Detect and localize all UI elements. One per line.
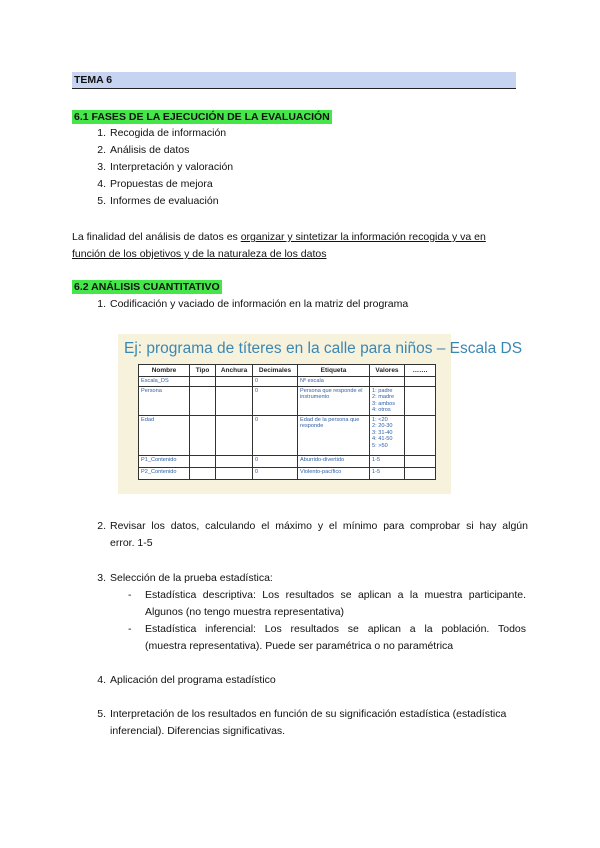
table-cell: 1: padre 2: madre 3: ambos 4: otros xyxy=(370,386,405,415)
table-row xyxy=(139,467,436,479)
list-number: 3. xyxy=(97,572,106,584)
column-header: Valores xyxy=(370,365,405,377)
list-number: 2. xyxy=(97,520,106,532)
list-text: Análisis de datos xyxy=(110,144,190,156)
bullet-dash: - xyxy=(128,623,132,635)
step-text: Aplicación del programa estadístico xyxy=(110,674,276,686)
bullet-text: (muestra representativa). Puede ser paramétrica o no paramétrica xyxy=(145,640,454,652)
list-number: 5. xyxy=(97,195,106,207)
step-text: Interpretación de los resultados en función de su significación estadística (estadística xyxy=(110,708,507,720)
list-text: Codificación y vaciado de información en la matriz del programa xyxy=(110,298,409,310)
table-cell: 0 xyxy=(253,386,298,415)
list-number: 1. xyxy=(97,298,106,310)
column-header: ……. xyxy=(405,365,436,377)
bullet-dash: - xyxy=(128,589,132,601)
table-cell xyxy=(216,455,253,467)
list-text: Propuestas de mejora xyxy=(110,178,213,190)
list-number: 3. xyxy=(97,161,106,173)
bullet-text: Estadística descriptiva: Los resultados se aplican a la muestra participante. xyxy=(145,589,526,601)
paragraph-underlined: organizar y sintetizar la información recogida y va en xyxy=(240,231,486,243)
list-number: 2. xyxy=(97,144,106,156)
variable-matrix-table xyxy=(138,364,436,480)
table-cell: 1-5 xyxy=(370,455,405,467)
table-cell xyxy=(216,377,253,387)
table-row xyxy=(139,415,436,455)
table-cell: 0 xyxy=(253,377,298,387)
table-cell xyxy=(405,467,436,479)
bullet-text: Algunos (no tengo muestra representativa) xyxy=(145,606,345,618)
column-header: Nombre xyxy=(139,365,190,377)
table-row xyxy=(139,386,436,415)
list-number: 4. xyxy=(97,178,106,190)
table-cell xyxy=(216,386,253,415)
table-cell xyxy=(370,377,405,387)
table-header-row xyxy=(139,365,436,377)
table-cell: P2_Contenido xyxy=(139,467,190,479)
table-row xyxy=(139,377,436,387)
section-2-heading: 6.2 ANÁLISIS CUANTITATIVO xyxy=(74,281,220,293)
list-text: Informes de evaluación xyxy=(110,195,219,207)
table-cell: Edad xyxy=(139,415,190,455)
title-underline-bar xyxy=(72,72,516,89)
page-title: TEMA 6 xyxy=(74,74,113,86)
paragraph-underlined: función de los objetivos y de la naturaleza de los datos xyxy=(72,248,327,260)
table-cell: 0 xyxy=(253,467,298,479)
table-cell xyxy=(190,386,216,415)
table-cell: Persona xyxy=(139,386,190,415)
list-number: 1. xyxy=(97,127,106,139)
table-cell xyxy=(216,467,253,479)
list-number: 5. xyxy=(97,708,106,720)
table-cell: Edad de la persona que responde xyxy=(298,415,370,455)
purpose-paragraph xyxy=(72,229,528,263)
table-cell: Nº escala xyxy=(298,377,370,387)
paragraph-prefix: La finalidad del análisis de datos es xyxy=(72,231,241,243)
table-cell xyxy=(405,377,436,387)
table-cell: 1-5 xyxy=(370,467,405,479)
bullet-text: Estadística inferencial: Los resultados se aplican a la población. Todos xyxy=(145,623,526,635)
table-cell: 0 xyxy=(253,415,298,455)
column-header: Decimales xyxy=(253,365,298,377)
step-text: Selección de la prueba estadística: xyxy=(110,572,273,584)
table-cell: 1: <20 2: 20-30 3: 31-40 4: 41-50 5: >50 xyxy=(370,415,405,455)
table-cell: 0 xyxy=(253,455,298,467)
table-cell xyxy=(190,415,216,455)
table-cell xyxy=(405,455,436,467)
step-text: error. 1-5 xyxy=(110,537,153,549)
table-cell: Aburrido-divertido xyxy=(298,455,370,467)
table-row xyxy=(139,455,436,467)
step-text: inferencial). Diferencias significativas. xyxy=(110,725,286,737)
example-figure xyxy=(118,334,523,494)
figure-title: Ej: programa de títeres en la calle para niños – Escala DS xyxy=(124,340,523,357)
table-cell: Violento-pacífico xyxy=(298,467,370,479)
column-header: Anchura xyxy=(216,365,253,377)
table-cell xyxy=(190,467,216,479)
list-text: Interpretación y valoración xyxy=(110,161,234,173)
table-cell xyxy=(190,455,216,467)
table-cell: Persona que responde el instrumento xyxy=(298,386,370,415)
table-cell xyxy=(190,377,216,387)
step-text: Revisar los datos, calculando el máximo y el mínimo para comprobar si hay algún xyxy=(110,520,528,532)
table-cell: P1_Contenido xyxy=(139,455,190,467)
list-text: Recogida de información xyxy=(110,127,227,139)
table-cell xyxy=(405,415,436,455)
section-1-heading: 6.1 FASES DE LA EJECUCIÓN DE LA EVALUACIÓN xyxy=(74,111,330,123)
column-header: Etiqueta xyxy=(298,365,370,377)
table-cell xyxy=(216,415,253,455)
table-cell xyxy=(405,386,436,415)
list-number: 4. xyxy=(97,674,106,686)
column-header: Tipo xyxy=(190,365,216,377)
table-cell: Escala_DS xyxy=(139,377,190,387)
